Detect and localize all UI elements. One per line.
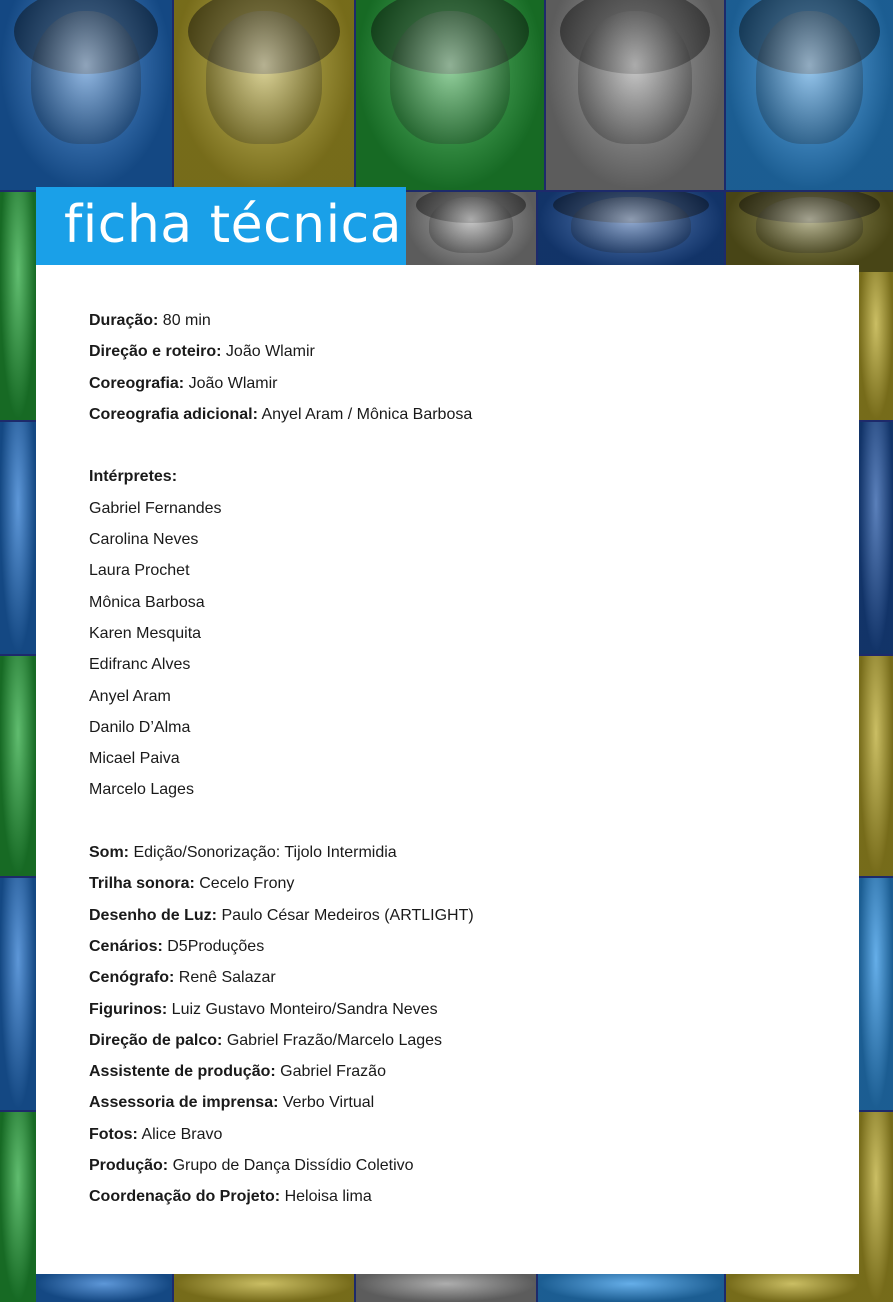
portrait-photo [859,656,893,876]
credit-row [89,840,829,871]
cast-member: Marcelo Lages [89,781,194,799]
portrait-photo [726,0,893,190]
credit-label: Direção de palco: [89,1031,223,1049]
cast-list [89,496,829,809]
credits-content [89,308,829,1216]
credit-row [89,1122,829,1153]
portrait-photo [0,192,36,420]
credit-value: Paulo César Medeiros (ARTLIGHT) [217,906,474,924]
credit-row [89,1184,829,1215]
credit-value: Alice Bravo [137,1125,223,1143]
portrait-photo [859,422,893,654]
credit-value: D5Produções [162,937,265,955]
credit-row [89,339,829,370]
credit-row [89,903,829,934]
cast-member: Micael Paiva [89,750,180,768]
credit-row [89,371,829,402]
page-title: ficha técnica [64,195,403,255]
credit-label: Coordenação do Projeto: [89,1188,281,1206]
credit-value: Cecelo Frony [194,875,295,893]
credit-label: Cenários: [89,937,163,955]
credit-value: Heloisa lima [280,1188,372,1206]
credit-row [89,1028,829,1059]
credit-label: Produção: [89,1157,169,1175]
credit-value: Gabriel Frazão/Marcelo Lages [222,1031,443,1049]
credit-value: Anyel Aram / Mônica Barbosa [257,405,473,423]
portrait-photo [36,1274,172,1302]
cast-member: Laura Prochet [89,562,190,580]
interpretes-heading: Intérpretes: [89,468,178,486]
credit-row [89,402,829,433]
credit-label: Cenógrafo: [89,969,175,987]
cast-member: Danilo D’Alma [89,718,191,736]
credit-row [89,965,829,996]
portrait-photo [538,1274,724,1302]
portrait-photo [726,1274,859,1302]
cast-member: Mônica Barbosa [89,593,205,611]
credit-row [89,934,829,965]
credit-label: Trilha sonora: [89,875,195,893]
credit-row [89,997,829,1028]
credit-value: 80 min [158,312,211,329]
portrait-photo [356,0,544,190]
credit-row [89,871,829,902]
portrait-photo [726,192,893,272]
portrait-photo [0,422,36,654]
credit-label: Figurinos: [89,1000,168,1018]
title-banner [36,187,406,265]
portrait-photo [406,192,536,272]
production-info-section [89,308,829,433]
portrait-photo [0,878,36,1110]
credit-value: Edição/Sonorização: Tijolo Intermidia [129,844,397,862]
credit-label: Assistente de produção: [89,1063,276,1081]
portrait-photo [546,0,724,190]
credit-value: João Wlamir [184,374,278,392]
crew-credits-section [89,840,829,1216]
credit-label: Coreografia: [89,374,185,392]
credit-label: Assessoria de imprensa: [89,1094,279,1112]
credit-value: Verbo Virtual [278,1094,375,1112]
cast-member: Gabriel Fernandes [89,499,222,517]
credit-row [89,1153,829,1184]
credit-row [89,1059,829,1090]
cast-member: Karen Mesquita [89,624,202,642]
section-spacer [89,809,829,840]
credit-value: João Wlamir [221,343,315,361]
credit-label: Duração: [89,312,159,329]
portrait-photo [0,656,36,876]
cast-member: Edifranc Alves [89,656,191,674]
portrait-photo [356,1274,536,1302]
credit-label: Fotos: [89,1125,138,1143]
credit-label: Coreografia adicional: [89,405,258,423]
credit-value: Renê Salazar [174,969,276,987]
portrait-photo [859,1112,893,1302]
section-spacer [89,433,829,464]
cast-member: Carolina Neves [89,531,199,549]
credit-value: Grupo de Dança Dissídio Coletivo [168,1157,414,1175]
credit-label: Som: [89,844,129,862]
credit-value: Gabriel Frazão [275,1063,386,1081]
cast-member: Anyel Aram [89,687,171,705]
credit-label: Direção e roteiro: [89,343,222,361]
credit-row [89,308,829,339]
portrait-photo [859,878,893,1110]
portrait-photo [859,272,893,420]
portrait-photo [174,0,354,190]
credit-value: Luiz Gustavo Monteiro/Sandra Neves [167,1000,438,1018]
portrait-photo [538,192,724,272]
credit-row [89,1090,829,1121]
portrait-photo [174,1274,354,1302]
portrait-photo [0,1112,36,1302]
credit-label: Desenho de Luz: [89,906,218,924]
portrait-photo [0,0,172,190]
